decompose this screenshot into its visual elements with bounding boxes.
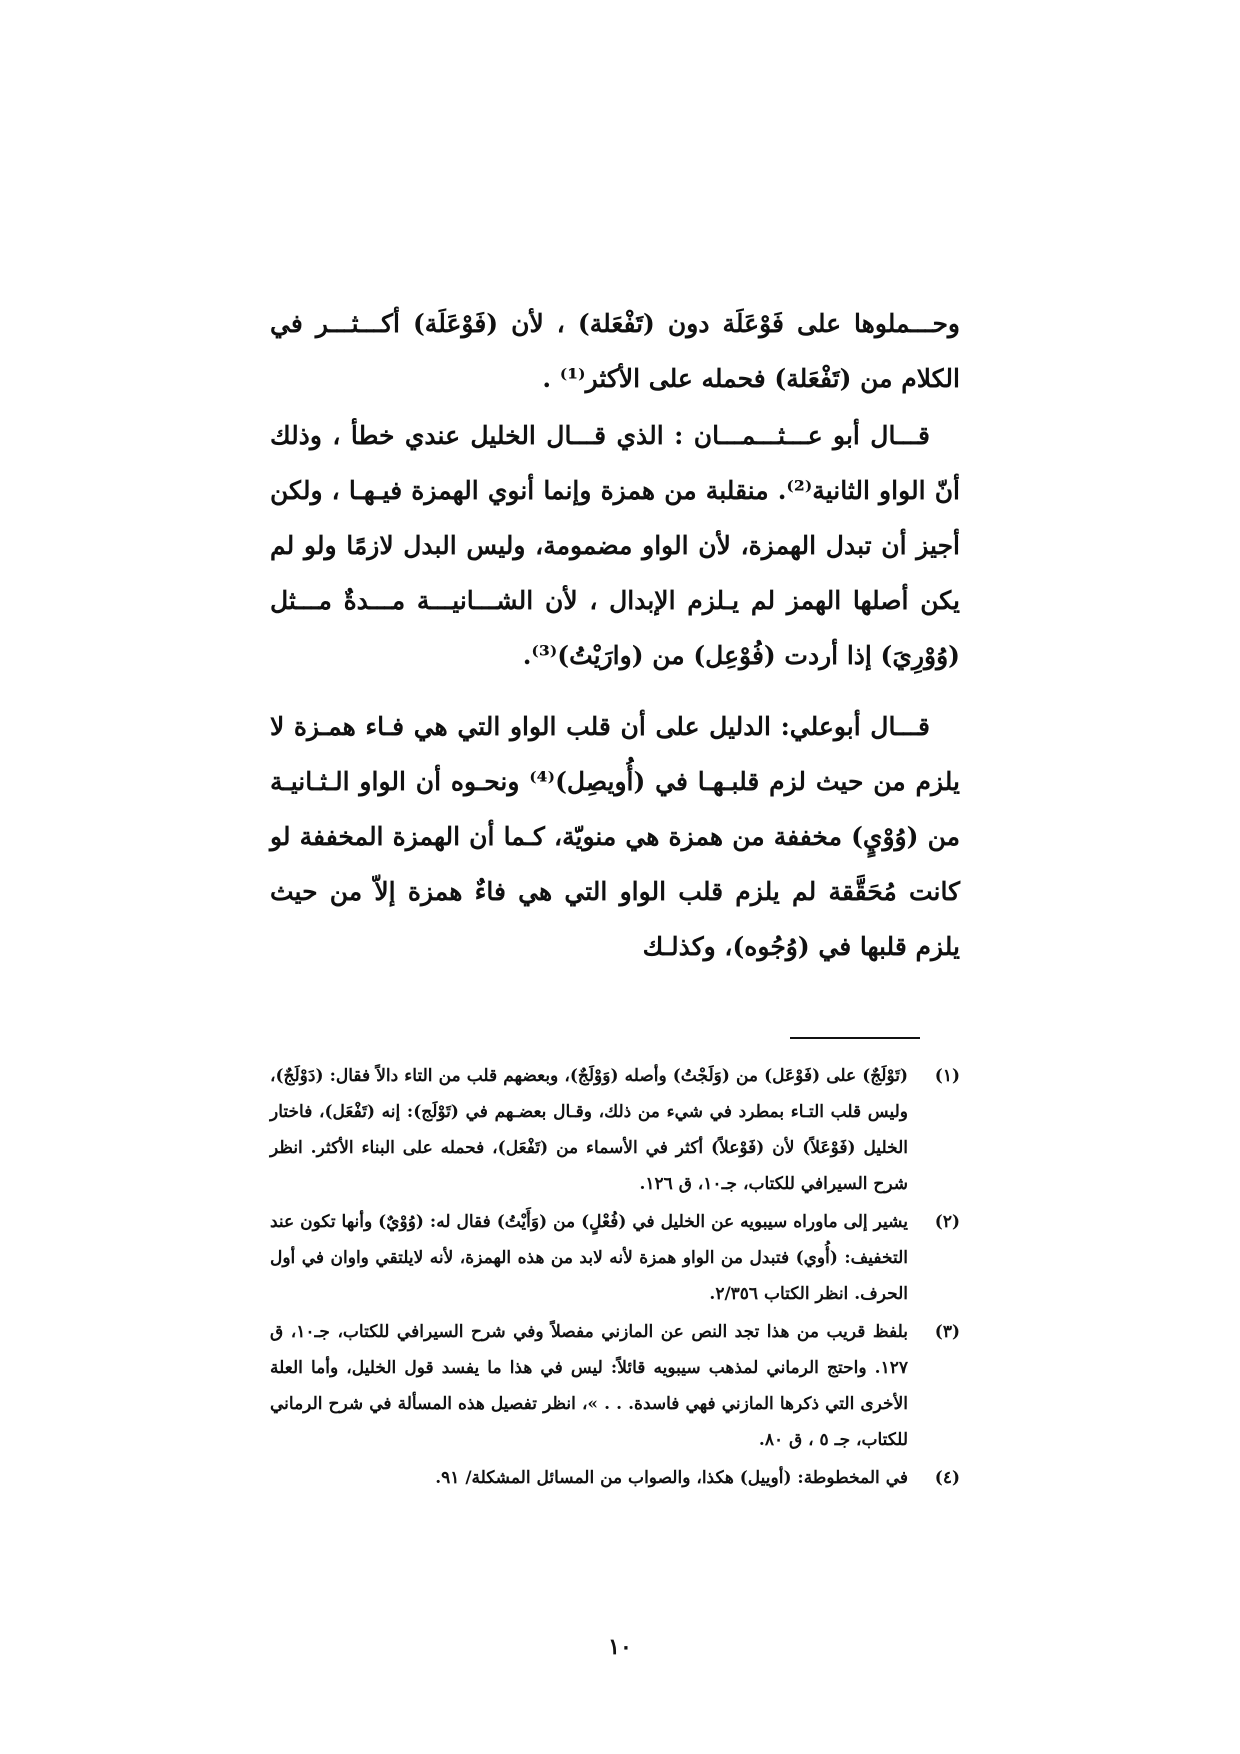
footnote-number: (٤) [934,1468,960,1488]
footnote [270,1058,960,1202]
paragraph: قـــال أبوعلي: الدليل على أن قلب الواو التي هي فـاء همـزة لا يلزم من حيث لزم قلبـهـا في (أُويصِل)⁽⁴⁾ ونحـوه أن الواو الـثـانيـة من (وُوْيٍ) مخففة من همزة هي منويّة، كـما أن الهمزة المخففة لو كانت مُحَقَّقة لم يلزم قلب الواو التي هي فاءٌ همزة إلاّ من حيث يلزم قلبها في (وُجُوه)، وكذلـك [270,712,960,961]
footnote-text: في المخطوطة: (أوييل) هكذا، والصواب من المسائل المشكلة/ ٩١. [435,1468,908,1488]
footnote-number: (١) [934,1066,960,1086]
footnote-number: (٣) [934,1322,960,1342]
footnote-text: بلفظ قريب من هذا تجد النص عن المازني مفصلاً وفي شرح السيرافي للكتاب، جـ١٠، ق ١٢٧. واحتج الرماني لمذهب سيبويه قائلاً: ليس في هذا ما يفسد قول الخليل، وأما العلة الأخرى التي ذكرها المازني فهي فاسدة. . . »، انظر تفصيل هذه المسألة في شرح الرماني للكتاب، جـ ٥ ، ق ٨٠. [270,1322,908,1450]
footnote-text: (تَوْلَجٌ) على (فَوْعَل) من (وَلَجْتُ) وأصله (وَوْلَجٌ)، وبعضهم قلب من التاء دالاً فقال: (دَوْلَجٌ)، وليس قلب التـاء بمطرد في شيء من ذلك، وقـال بعضـهم في (تَوْلَج): إنه (تَفْعَل)، فاختار الخليل (فَوْعَلاً) لأن (فَوْعلاً) أكثر في الأسماء من (تَفْعَل)، فحمله على البناء الأكثر. انظر شرح السيرافي للكتاب، جـ١٠، ق ١٢٦. [270,1066,908,1194]
footnote [270,1460,960,1496]
footnotes [270,1058,960,1498]
page-number: ١٠ [608,1634,632,1660]
footnote [270,1314,960,1458]
paragraph: وحـــملوها على فَوْعَلَة دون (تَفْعَلة) ، لأن (فَوْعَلَة) أكـــثـــر في الكلام من (تَفْعَلة) فحمله على الأكثر⁽¹⁾ . [270,309,960,393]
main-text [270,296,960,990]
footnote-text: يشير إلى ماوراه سيبويه عن الخليل في (فُعْلٍ) من (وَأَيْتُ) فقال له: (وُوْيٌ) وأنها تكون عند التخفيف: (أُوي) فتبدل من الواو همزة لأنه لابد من هذه الهمزة، لأنه لايلتقي واوان في أول الحرف. انظر الكتاب ٢/٣٥٦. [270,1212,908,1304]
paragraph: قـــال أبو عـــثـــمـــان : الذي قـــال الخليل عندي خطأ ، وذلك أنّ الواو الثانية⁽²⁾. منقلبة من همزة وإنما أنوي الهمزة فيـهـا ، ولكن أجيز أن تبدل الهمزة، لأن الواو مضمومة، وليس البدل لازمًا ولو لم يكن أصلها الهمز لم يـلزم الإبدال ، لأن الشـــانيـــة مـــدةٌ مـــثل (وُوْرِيَ) إذا أردت (فُوْعِل) من (وارَيْتُ)⁽³⁾. [270,421,960,670]
footnote-divider [790,1037,920,1039]
footnote [270,1204,960,1312]
footnote-number: (٢) [934,1212,960,1232]
